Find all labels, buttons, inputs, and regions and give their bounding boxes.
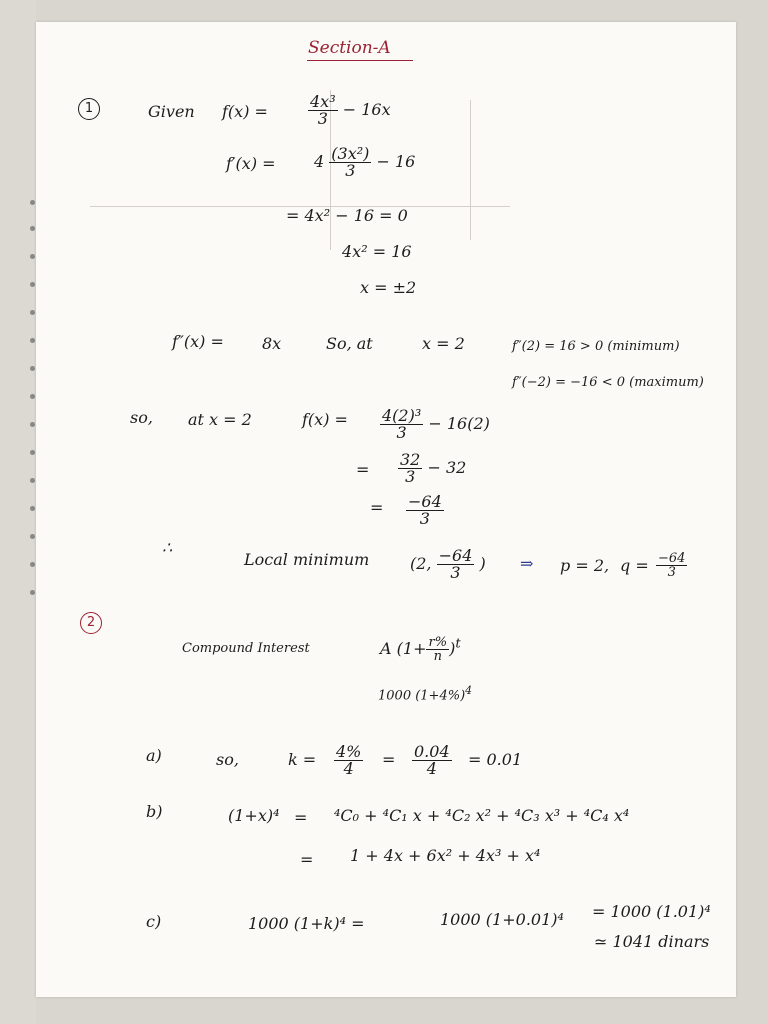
implies-arrow: ⇒ bbox=[520, 554, 534, 573]
calc1-numerator: 4(2)³ bbox=[382, 406, 422, 425]
part-c-label: c) bbox=[146, 912, 162, 931]
fprime-numerator: (3x²) bbox=[331, 144, 370, 163]
point-denominator: 3 bbox=[450, 563, 461, 582]
f-numerator: 4x³ bbox=[310, 92, 336, 111]
step-roots: x = ±2 bbox=[360, 278, 417, 297]
formula-exponent: t bbox=[455, 636, 461, 652]
point-numerator: −64 bbox=[438, 546, 473, 565]
calc1-denominator: 3 bbox=[396, 423, 407, 442]
binding-hole bbox=[30, 282, 35, 287]
fprime-denominator: 3 bbox=[345, 161, 356, 180]
part-a-fraction-1 bbox=[334, 744, 363, 777]
compound-interest-label: Compound Interest bbox=[182, 641, 310, 656]
part-a-so: so, bbox=[216, 750, 239, 769]
formula-instance-body: 1000 (1+4%) bbox=[378, 688, 466, 704]
second-derivative-label: f″(x) = bbox=[172, 332, 224, 351]
at-x-2-label: at x = 2 bbox=[188, 410, 252, 429]
fprime-tail: − 16 bbox=[376, 152, 416, 171]
local-minimum-point bbox=[410, 548, 486, 581]
calc1-tail: − 16(2) bbox=[428, 414, 490, 433]
question-number-2: 2 bbox=[80, 612, 102, 634]
f-denominator: 3 bbox=[317, 109, 328, 128]
fprime-fraction bbox=[329, 146, 371, 179]
part-b-label: b) bbox=[146, 802, 163, 821]
binding-hole bbox=[30, 226, 35, 231]
part-b-result: 1 + 4x + 6x² + 4x³ + x⁴ bbox=[350, 846, 541, 865]
formula-close: ) bbox=[449, 639, 456, 658]
therefore-symbol: ∴ bbox=[162, 538, 173, 557]
calc3-equals: = bbox=[370, 498, 384, 517]
bleed-through-line bbox=[470, 100, 471, 240]
part-a-result: = 0.01 bbox=[468, 750, 523, 769]
calc2-numerator: 32 bbox=[400, 450, 421, 469]
second-derivative-value: 8x bbox=[262, 334, 282, 353]
part-c-approx: ≃ 1041 dinars bbox=[594, 932, 710, 951]
so-label: so, bbox=[130, 408, 153, 427]
binding-hole bbox=[30, 366, 35, 371]
x-equals-2: x = 2 bbox=[422, 334, 465, 353]
a-frac1-numerator: 4% bbox=[336, 742, 362, 761]
part-b-equals: = bbox=[294, 808, 308, 827]
fprime-expression bbox=[314, 146, 415, 179]
part-a-label: a) bbox=[146, 746, 162, 765]
formula-paren: (1+ bbox=[396, 639, 427, 658]
calc3-numerator: −64 bbox=[408, 492, 442, 511]
f-expression bbox=[308, 94, 391, 127]
step-solve: 4x² = 16 bbox=[342, 242, 412, 261]
fx-label: f(x) = bbox=[302, 410, 348, 429]
calc2-fraction bbox=[398, 452, 422, 485]
binding-hole bbox=[30, 394, 35, 399]
binding-hole bbox=[30, 254, 35, 259]
step-set-zero: = 4x² − 16 = 0 bbox=[286, 206, 408, 225]
f-label: f(x) = bbox=[222, 102, 268, 121]
calc2-equals: = bbox=[356, 460, 370, 479]
calc2-denominator: 3 bbox=[405, 467, 416, 486]
p-equals: p = 2, bbox=[560, 556, 610, 575]
calc2-tail: − 32 bbox=[427, 458, 467, 477]
formula-numerator: r% bbox=[428, 635, 448, 650]
a-frac1-denominator: 4 bbox=[343, 759, 354, 778]
binding-hole bbox=[30, 478, 35, 483]
part-a-equals: = bbox=[382, 750, 396, 769]
calc3-denominator: 3 bbox=[419, 509, 430, 528]
part-c-lhs: 1000 (1+k)⁴ = bbox=[248, 914, 365, 933]
a-frac2-denominator: 4 bbox=[426, 759, 437, 778]
q-numerator: −64 bbox=[658, 551, 686, 566]
a-frac1 bbox=[334, 744, 363, 777]
calc-line-2 bbox=[398, 452, 466, 485]
a-frac2 bbox=[412, 744, 452, 777]
point-close: ) bbox=[479, 554, 486, 573]
q-denominator: 3 bbox=[667, 565, 676, 580]
q-equals: q = bbox=[620, 556, 649, 575]
fprime-label: f′(x) = bbox=[226, 154, 276, 173]
section-title: Section-A bbox=[308, 38, 391, 58]
local-minimum-label: Local minimum bbox=[244, 550, 370, 569]
formula-denominator: n bbox=[433, 649, 442, 664]
binding-hole bbox=[30, 506, 35, 511]
calc3-fraction bbox=[406, 494, 444, 527]
calc1-fraction bbox=[380, 408, 423, 441]
binding-hole bbox=[30, 200, 35, 205]
part-b-expansion: ⁴C₀ + ⁴C₁ x + ⁴C₂ x² + ⁴C₃ x³ + ⁴C₄ x⁴ bbox=[334, 806, 630, 825]
part-b-lhs: (1+x)⁴ bbox=[228, 806, 280, 825]
part-a-fraction-2 bbox=[412, 744, 452, 777]
calc-line-1 bbox=[380, 408, 490, 441]
binding-hole bbox=[30, 590, 35, 595]
given-label: Given bbox=[148, 102, 195, 121]
binding-hole bbox=[30, 338, 35, 343]
point-fraction bbox=[437, 548, 475, 581]
f-tail: − 16x bbox=[342, 100, 391, 119]
binding-hole bbox=[30, 562, 35, 567]
so-at-label: So, at bbox=[326, 334, 373, 353]
binding-hole bbox=[30, 422, 35, 427]
title-underline bbox=[307, 60, 413, 61]
a-frac2-numerator: 0.04 bbox=[414, 742, 450, 761]
compound-interest-formula bbox=[380, 636, 461, 663]
formula-fraction bbox=[426, 636, 449, 663]
fprime-head: 4 bbox=[314, 152, 325, 171]
f-fraction bbox=[308, 94, 338, 127]
binding-hole bbox=[30, 310, 35, 315]
second-derivative-at-minus-2: f″(−2) = −16 < 0 (maximum) bbox=[512, 375, 704, 390]
binding-hole bbox=[30, 534, 35, 539]
part-a-k: k = bbox=[288, 750, 317, 769]
q-value bbox=[656, 552, 687, 579]
notebook-binding bbox=[0, 0, 36, 1024]
q-fraction bbox=[656, 552, 687, 579]
formula-a: A bbox=[380, 639, 392, 658]
binding-hole bbox=[30, 450, 35, 455]
point-open: (2, bbox=[410, 554, 432, 573]
question-number-1: 1 bbox=[78, 98, 100, 120]
calc-line-3 bbox=[406, 494, 444, 527]
second-derivative-at-2: f″(2) = 16 > 0 (minimum) bbox=[512, 339, 680, 354]
formula-instance bbox=[378, 686, 472, 702]
part-c-rhs: = 1000 (1.01)⁴ bbox=[592, 902, 711, 921]
part-b-equals-2: = bbox=[300, 850, 314, 869]
part-c-middle: 1000 (1+0.01)⁴ bbox=[440, 910, 564, 929]
formula-instance-exponent: 4 bbox=[465, 684, 473, 697]
